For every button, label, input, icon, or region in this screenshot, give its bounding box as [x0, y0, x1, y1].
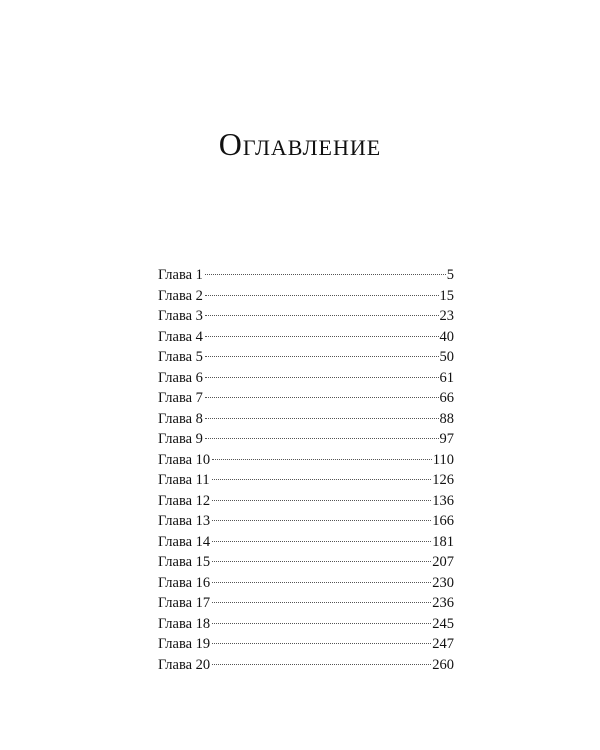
dot-leader: [205, 295, 439, 296]
toc-entry[interactable]: [158, 368, 454, 389]
toc-entry-label: Глава 7: [158, 390, 203, 406]
toc-entry-label: Глава 1: [158, 267, 203, 283]
toc-entry[interactable]: [158, 327, 454, 348]
dot-leader: [212, 623, 431, 624]
dot-leader: [205, 356, 439, 357]
toc-entry-label: Глава 18: [158, 615, 211, 632]
toc-entry-page: 110: [432, 451, 454, 468]
toc-entry-page: 247: [432, 636, 454, 652]
toc-entry-page: 15: [439, 287, 454, 304]
toc-entry-label: Глава 16: [158, 574, 211, 591]
dot-leader: [205, 438, 439, 439]
toc-entry-page: 23: [439, 308, 454, 324]
toc-entry-label: Глава 4: [158, 328, 203, 345]
dot-leader: [212, 459, 432, 460]
toc-entry-label: Глава 13: [158, 513, 211, 529]
dot-leader: [205, 377, 439, 378]
dot-leader: [212, 479, 432, 480]
toc-entry[interactable]: [158, 286, 454, 307]
dot-leader: [205, 315, 439, 316]
dot-leader: [212, 602, 431, 603]
toc-entry[interactable]: [158, 470, 454, 491]
dot-leader: [212, 664, 431, 665]
toc-entry-label: Глава 2: [158, 287, 203, 304]
toc-entry-page: 230: [432, 574, 454, 591]
toc-entry[interactable]: [158, 655, 454, 676]
toc-entry[interactable]: [158, 532, 454, 553]
dot-leader: [205, 336, 439, 337]
dot-leader: [212, 561, 431, 562]
toc-entry-label: Глава 12: [158, 492, 211, 509]
page-title: Оглавление: [218, 126, 382, 162]
toc-entry[interactable]: [158, 429, 454, 450]
dot-leader: [212, 520, 431, 521]
toc-entry-page: 166: [432, 513, 454, 529]
toc-entry-label: Глава 9: [158, 431, 203, 447]
dot-leader: [212, 500, 431, 501]
toc-entry[interactable]: [158, 573, 454, 594]
toc-entry-page: 97: [439, 431, 454, 447]
toc-entry-label: Глава 5: [158, 349, 203, 365]
toc-entry-label: Глава 14: [158, 533, 211, 550]
toc-entry-label: Глава 6: [158, 369, 203, 386]
toc-entry-page: 50: [439, 349, 454, 365]
toc-entry[interactable]: [158, 409, 454, 430]
toc-entry-label: Глава 8: [158, 410, 203, 427]
toc-entry-page: 61: [439, 369, 454, 386]
toc-entry-page: 260: [432, 656, 454, 673]
toc-entry[interactable]: [158, 491, 454, 512]
toc-entry-page: 66: [439, 390, 454, 406]
dot-leader: [212, 643, 431, 644]
toc-entry-label: Глава 11: [158, 472, 210, 488]
toc-entry[interactable]: [158, 347, 454, 368]
dot-leader: [205, 274, 446, 275]
toc-entry-label: Глава 20: [158, 656, 211, 673]
toc-entry-label: Глава 17: [158, 595, 211, 611]
toc-entry-label: Глава 3: [158, 308, 203, 324]
toc-entry[interactable]: [158, 388, 454, 409]
toc-entry[interactable]: [158, 306, 454, 327]
dot-leader: [205, 418, 439, 419]
toc-entry-page: 207: [432, 554, 454, 570]
toc-entry-label: Глава 10: [158, 451, 211, 468]
toc-entry[interactable]: [158, 634, 454, 655]
toc-entry[interactable]: [158, 511, 454, 532]
toc-entry[interactable]: [158, 552, 454, 573]
toc-entry-label: Глава 15: [158, 554, 211, 570]
dot-leader: [205, 397, 439, 398]
dot-leader: [212, 582, 431, 583]
toc-entry-page: 5: [446, 267, 454, 283]
toc-entry[interactable]: [158, 265, 454, 286]
toc-entry[interactable]: [158, 450, 454, 471]
toc-entry-page: 88: [439, 410, 454, 427]
toc-entry-page: 40: [439, 328, 454, 345]
toc-entry-page: 136: [432, 492, 454, 509]
toc-entry-page: 126: [432, 472, 454, 488]
toc-entry-page: 236: [432, 595, 454, 611]
toc-entry-page: 245: [432, 615, 454, 632]
toc-entry-label: Глава 19: [158, 636, 211, 652]
toc-entry[interactable]: [158, 614, 454, 635]
table-of-contents: [158, 265, 454, 675]
toc-entry[interactable]: [158, 593, 454, 614]
toc-entry-page: 181: [432, 533, 454, 550]
dot-leader: [212, 541, 431, 542]
